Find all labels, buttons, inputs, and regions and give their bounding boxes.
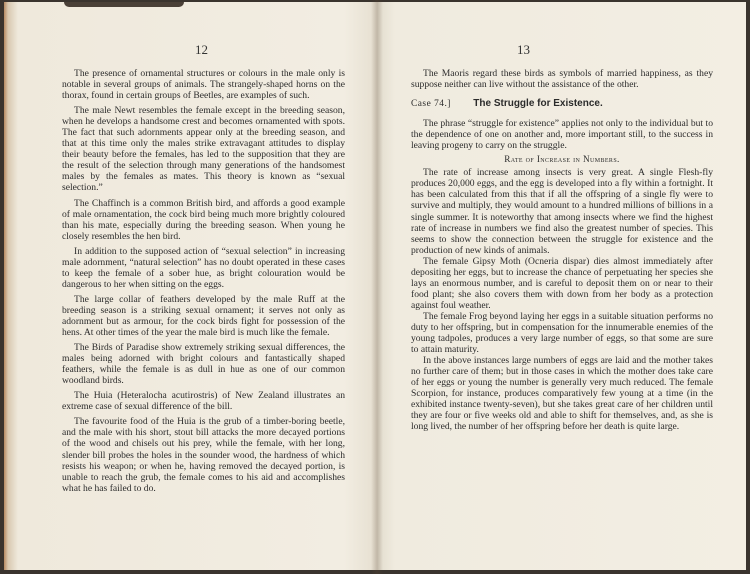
book-gutter (371, 0, 383, 574)
paragraph: The Birds of Paradise show extremely striking sexual differences, the males being adorned with bright colours and fantastically shaped feathers, while the female is as dull in hue as one of our common woodland birds. (62, 342, 345, 387)
paragraph: The phrase “struggle for existence” applies not only to the individual but to the dependence of one on another and, more important still, to the success in leaving progeny to carry on the struggle. (411, 118, 713, 152)
case-heading (411, 98, 713, 110)
paragraph: The Huia (Heteralocha acutirostris) of New Zealand illustrates an extreme case of sexual difference of the bill. (62, 390, 345, 413)
case-label: Case 74.] (411, 99, 451, 110)
page-text (62, 68, 345, 494)
paragraph: The Maoris regard these birds as symbols of married happiness, as they suppose neither can live without the assistance of the other. (411, 68, 713, 91)
page-tear (64, 2, 184, 7)
paragraph: The female Frog beyond laying her eggs in a suitable situation performs no duty to her offspring, but in compensation for the innumerable enemies of the young tadpoles, produces a very large number of eggs, so that some are sure to attain maturity. (411, 310, 713, 356)
page-number: 13 (517, 42, 530, 57)
paragraph: The Chaffinch is a common British bird, and affords a good example of male ornamentation, the cock bird being much more brightly coloured than his mate, especially during the breeding season. When young he closely resembles the hen bird. (62, 197, 345, 242)
paragraph: The favourite food of the Huia is the grub of a timber-boring beetle, and the male with his short, stout bill attacks the more decayed portions of the wood and chisels out his prey, while the female, with her long, slender bill probes the holes in the sounder wood, the hardness of which resists his weapon; or when he, having removed the decayed portion, is unable to reach the grub, the female comes to his aid and accomplishes what he has failed to do. (62, 416, 345, 494)
paragraph: In the above instances large numbers of eggs are laid and the mother takes no further care of them; but in those cases in which the mother does take care of her eggs or young the number is generally very much reduced. The female Scorpion, for instance, produces comparatively few young at a time (in the exhibited instance twenty-seven), but she takes great care of her children until they are four or five weeks old and able to shift for themselves, and, as she is long lived, the number of her offspring before her death is quite large. (411, 355, 713, 433)
section-subheading: Rate of Increase in Numbers. (504, 154, 620, 165)
right-page (377, 2, 746, 570)
left-page (4, 2, 377, 570)
page-text (411, 68, 713, 432)
paragraph: The rate of increase among insects is very great. A single Flesh-fly produces 20,000 eggs, and the egg is developed into a fly within a fortnight. It has been calculated from this that if all the offspring of a single fly were to survive and multiply, they would amount to a hundred millions of billions in a single summer. It is noteworthy that among insects where we find the highest rate of increase in numbers we find also the greatest number of species. This seems to show the connection between the struggle for existence and the production of new kinds of animals. (411, 167, 713, 256)
page-number: 12 (195, 42, 208, 57)
paragraph: The female Gipsy Moth (Ocneria dispar) dies almost immediately after depositing her eggs, but to increase the chance of perpetuating her species she lays an enormous number, and is careful to deposit them on or near to their food plant; she also covers them with down from her body as a protection against foul weather. (411, 255, 713, 311)
paragraph: The male Newt resembles the female except in the breeding season, when he develops a handsome crest and becomes ornamented with spots. The fact that such adornments appear only at the breeding season, and that at this time only the males strike extravagant attitudes to display their beauty before the females, has led to the supposition that they are the result of the selection through many generations of the handsomest males by the females as mates. This theory is known as “sexual selection.” (62, 105, 345, 194)
paragraph: The large collar of feathers developed by the male Ruff at the breeding season is a striking sexual ornament; it serves not only as adornment but as armour, for the cock birds fight for possession of the hens. At other times of the year the male bird is much like the female. (62, 293, 345, 339)
case-title: The Struggle for Existence. (473, 98, 603, 110)
paragraph: In addition to the supposed action of “sexual selection” in increasing male adornment, “natural selection” has no doubt operated in these cases to keep the female of a sober hue, as bright colouration would be dangerous to her when sitting on the eggs. (62, 245, 345, 290)
paragraph: The presence of ornamental structures or colours in the male only is notable in several groups of animals. The strangely-shaped horns on the thorax, found in certain groups of Beetles, are examples of such. (62, 68, 345, 102)
